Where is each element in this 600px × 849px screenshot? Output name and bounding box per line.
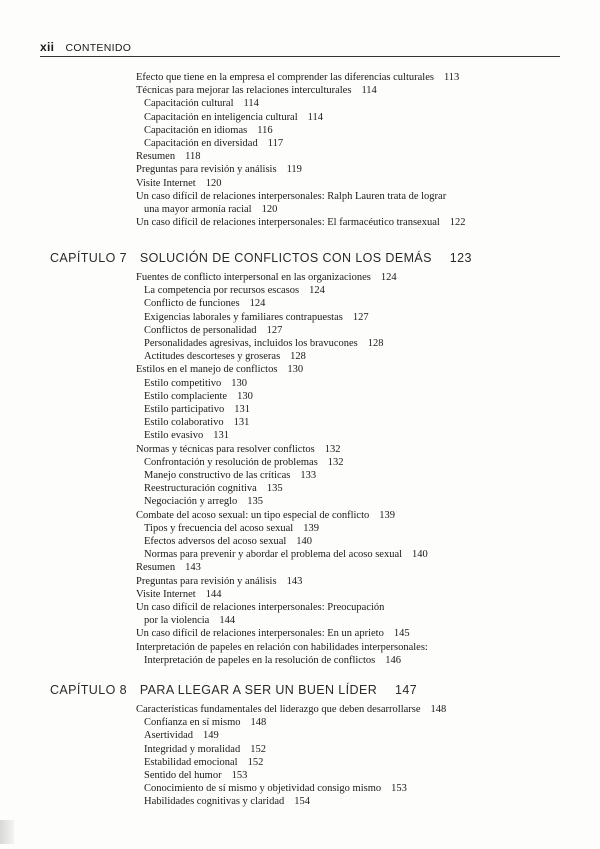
toc-entry[interactable] (136, 350, 576, 363)
header-title: CONTENIDO (65, 42, 132, 54)
toc-entry[interactable] (136, 509, 576, 522)
running-head (40, 40, 560, 57)
toc-entry-title: Normas y técnicas para resolver conflictos (136, 443, 315, 455)
toc-entry-title: Capacitación en idiomas (144, 124, 248, 136)
toc-entry[interactable] (136, 111, 576, 124)
toc-entry-page-number: 139 (379, 509, 396, 521)
toc-entry-page-number: 114 (361, 85, 377, 97)
toc-entry[interactable] (136, 769, 576, 782)
toc-entry[interactable] (136, 271, 576, 284)
toc-entry[interactable] (136, 495, 576, 508)
toc-entry[interactable] (136, 641, 576, 667)
toc-entry-page-number: 114 (307, 111, 324, 123)
toc-entry-page-number: 130 (231, 377, 248, 389)
toc-entry[interactable] (136, 743, 576, 756)
toc-entry-page-number: 148 (430, 704, 447, 715)
toc-entry[interactable] (136, 416, 576, 429)
toc-entry-page-number: 143 (286, 575, 303, 587)
toc-entry-page-number: 128 (290, 351, 306, 363)
toc-entry-page-number: 131 (234, 404, 250, 416)
toc-entry[interactable] (136, 456, 576, 469)
toc-entry[interactable] (136, 756, 576, 769)
toc-entry[interactable] (136, 482, 576, 495)
toc-entry-page-number: 148 (250, 717, 267, 729)
header-page-number: xii (40, 40, 55, 54)
toc-entry-page-number: 124 (380, 272, 397, 283)
toc-entry-page-number: 127 (352, 311, 369, 323)
toc-entry-title: Un caso difícil de relaciones interpersonales: En un aprieto (136, 628, 384, 640)
toc-entry[interactable] (136, 522, 576, 535)
toc-entry-title: Personalidades agresivas, incluidos los bravucones (144, 338, 358, 350)
toc-entry-title: Un caso difícil de relaciones interpersonales: Ralph Lauren trata de lograr (136, 190, 447, 202)
toc-entry-page-number: 146 (385, 654, 401, 666)
toc-entry[interactable] (136, 84, 576, 97)
toc-entry-title: Capacitación cultural (144, 98, 234, 110)
toc-entry-page-number: 116 (257, 124, 273, 136)
toc-entry-title: Fuentes de conflicto interpersonal en las organizaciones (136, 272, 371, 283)
toc-entry-title: La competencia por recursos escasos (144, 285, 300, 297)
toc-entry-title: Confianza en sí mismo (144, 717, 241, 729)
toc-entry-title-continued-text: una mayor armonía racial (144, 204, 252, 216)
toc-entry[interactable] (136, 403, 576, 416)
toc-entry-title: Estilo evasivo (144, 430, 204, 442)
toc-entry-title: Visite Internet (136, 177, 196, 189)
toc-chapter-7 (136, 271, 576, 667)
toc-entry[interactable] (136, 150, 576, 163)
chapter-8-page: 147 (395, 683, 418, 697)
toc-entry[interactable] (136, 627, 576, 640)
toc-entry[interactable] (136, 601, 576, 627)
toc-entry-page-number: 120 (205, 177, 222, 189)
toc-entry[interactable] (136, 163, 576, 176)
toc-entry-title: Tipos y frecuencia del acoso sexual (144, 522, 294, 534)
toc-entry-page-number: 139 (303, 522, 319, 534)
toc-entry-page-number: 144 (205, 588, 222, 600)
toc-chapter-8 (136, 703, 576, 809)
chapter-8-label: CAPÍTULO 8 (50, 683, 127, 697)
toc-entry-title: Características fundamentales del liderazgo que deben desarrollarse (136, 704, 421, 715)
toc-entry[interactable] (136, 390, 576, 403)
toc-entry[interactable] (136, 324, 576, 337)
toc-entry-page-number: 130 (287, 364, 304, 376)
toc-entry-title: Efectos adversos del acoso sexual (144, 536, 287, 548)
toc-entry-title: Combate del acoso sexual: un tipo especial de conflicto (136, 509, 370, 521)
toc-entry[interactable] (136, 588, 576, 601)
toc-entry-title-continued (136, 614, 576, 627)
toc-entry[interactable] (136, 377, 576, 390)
toc-entry-title: Conflictos de personalidad (144, 324, 257, 336)
toc-entry[interactable] (136, 216, 576, 229)
chapter-7-heading[interactable] (50, 251, 580, 265)
toc-entry-title: Un caso difícil de relaciones interpersonales: Preocupación (136, 602, 385, 614)
toc-entry-title: Negociación y arreglo (144, 496, 238, 508)
toc-entry-title-continued-text: Interpretación de papeles en la resolución de conflictos (144, 654, 376, 666)
toc-entry[interactable] (136, 297, 576, 310)
toc-entry-page-number: 152 (250, 743, 266, 755)
toc-entry-title: Estilo complaciente (144, 390, 228, 402)
toc-entry-title: Capacitación en diversidad (144, 138, 258, 150)
toc-entry-title: Normas para prevenir y abordar el problema del acoso sexual (144, 549, 403, 561)
page-edge-shadow (0, 820, 14, 844)
toc-entry-title: Visite Internet (136, 588, 196, 600)
toc-entry-page-number: 113 (443, 72, 460, 83)
toc-entry[interactable] (136, 429, 576, 442)
toc-entry-title: Confrontación y resolución de problemas (144, 456, 318, 468)
toc-entry-page-number: 152 (247, 756, 264, 768)
toc-entry-page-number: 131 (213, 430, 229, 442)
toc-entry-page-number: 135 (266, 483, 283, 495)
toc-entry-title: Integridad y moralidad (144, 743, 241, 755)
toc-entry[interactable] (136, 363, 576, 376)
chapter-8-title: PARA LLEGAR A SER UN BUEN LÍDER (139, 683, 378, 697)
toc-entry-title: Técnicas para mejorar las relaciones interculturales (136, 85, 352, 97)
toc-entry-page-number: 120 (261, 204, 278, 216)
toc-entry-page-number: 144 (219, 615, 236, 627)
toc-entry-page-number: 122 (449, 217, 466, 229)
toc-entry-page-number: 114 (243, 98, 259, 110)
toc-entry-title: Reestructuración cognitiva (144, 483, 257, 495)
toc-entry[interactable] (136, 443, 576, 456)
toc-entry-page-number: 143 (185, 562, 201, 574)
toc-entry-page-number: 154 (294, 796, 310, 808)
toc-entry[interactable] (136, 124, 576, 137)
toc-entry-title: Efecto que tiene en la empresa el comprender las diferencias culturales (136, 72, 434, 83)
toc-entry-title: Resumen (136, 562, 176, 574)
toc-entry-title: Estilo competitivo (144, 377, 222, 389)
chapter-7-label: CAPÍTULO 7 (50, 251, 127, 265)
toc-entry-page-number: 132 (327, 456, 344, 468)
toc-entry-page-number: 145 (393, 628, 410, 640)
toc-entry-page-number: 153 (391, 783, 407, 795)
toc-entry[interactable] (136, 311, 576, 324)
toc-entry[interactable] (136, 190, 576, 216)
toc-entry-title: Estilo colaborativo (144, 417, 224, 429)
toc-entry-title: Estilo participativo (144, 404, 225, 416)
chapter-7-page: 123 (449, 251, 472, 265)
toc-entry-title: Manejo constructivo de las críticas (144, 470, 291, 482)
toc-entry[interactable] (136, 561, 576, 574)
toc-entry-title: Un caso difícil de relaciones interpersonales: El farmacéutico transexual (136, 217, 440, 229)
toc-entry[interactable] (136, 337, 576, 350)
toc-entry-page-number: 131 (233, 417, 250, 429)
toc-entry-page-number: 117 (267, 138, 284, 150)
toc-entry-title: Capacitación en inteligencia cultural (144, 111, 298, 123)
toc-entry-title: Sentido del humor (144, 770, 222, 782)
chapter-8-heading[interactable] (50, 683, 580, 697)
toc-entry-page-number: 128 (367, 338, 384, 350)
toc-entry[interactable] (136, 97, 576, 110)
toc-entry-page-number: 140 (296, 536, 313, 548)
toc-entry-title: Preguntas para revisión y análisis (136, 575, 277, 587)
toc-entry-title: Actitudes descorteses y groseras (144, 351, 281, 363)
toc-entry-page-number: 140 (412, 549, 428, 561)
toc-entry[interactable] (136, 469, 576, 482)
toc-entry-title: Asertividad (144, 730, 193, 742)
toc-entry-title: Conocimiento de sí mismo y objetividad consigo mismo (144, 783, 382, 795)
toc-entry[interactable] (136, 535, 576, 548)
toc-entry[interactable] (136, 795, 576, 808)
toc-entry[interactable] (136, 575, 576, 588)
toc-entry-page-number: 133 (300, 470, 317, 482)
toc-entry[interactable] (136, 284, 576, 297)
toc-entry[interactable] (136, 177, 576, 190)
toc-entry[interactable] (136, 137, 576, 150)
toc-entry-title-continued (136, 654, 576, 667)
toc-entry-title: Preguntas para revisión y análisis (136, 164, 277, 176)
toc-entry-page-number: 124 (309, 285, 325, 297)
toc-entry-page-number: 153 (231, 770, 248, 782)
toc-entry[interactable] (136, 782, 576, 795)
toc-entry-title-continued (136, 203, 576, 216)
toc-entry-page-number: 118 (185, 151, 201, 163)
toc-entry[interactable] (136, 703, 576, 716)
toc-entry[interactable] (136, 716, 576, 729)
toc-entry[interactable] (136, 729, 576, 742)
toc-entry-title: Interpretación de papeles en relación con habilidades interpersonales: (136, 641, 428, 653)
toc-entry-title: Resumen (136, 151, 176, 163)
toc-entry-page-number: 132 (324, 443, 341, 455)
toc-entry-page-number: 124 (249, 298, 266, 310)
toc-entry-title: Estabilidad emocional (144, 756, 238, 768)
toc-entry-title-continued-text: por la violencia (144, 615, 210, 627)
toc-top-section (136, 71, 576, 229)
toc-entry-title: Conflicto de funciones (144, 298, 240, 310)
toc-entry-title: Estilos en el manejo de conflictos (136, 364, 278, 376)
toc-entry[interactable] (136, 71, 576, 84)
toc-entry-page-number: 119 (286, 164, 302, 176)
toc-entry-title: Exigencias laborales y familiares contrapuestas (144, 311, 343, 323)
toc-entry-page-number: 130 (237, 390, 253, 402)
toc-entry[interactable] (136, 548, 576, 561)
toc-entry-page-number: 127 (266, 324, 283, 336)
toc-entry-page-number: 135 (247, 496, 264, 508)
toc-entry-title: Habilidades cognitivas y claridad (144, 796, 285, 808)
toc-entry-page-number: 149 (203, 730, 219, 742)
chapter-7-title: SOLUCIÓN DE CONFLICTOS CON LOS DEMÁS (139, 251, 432, 265)
